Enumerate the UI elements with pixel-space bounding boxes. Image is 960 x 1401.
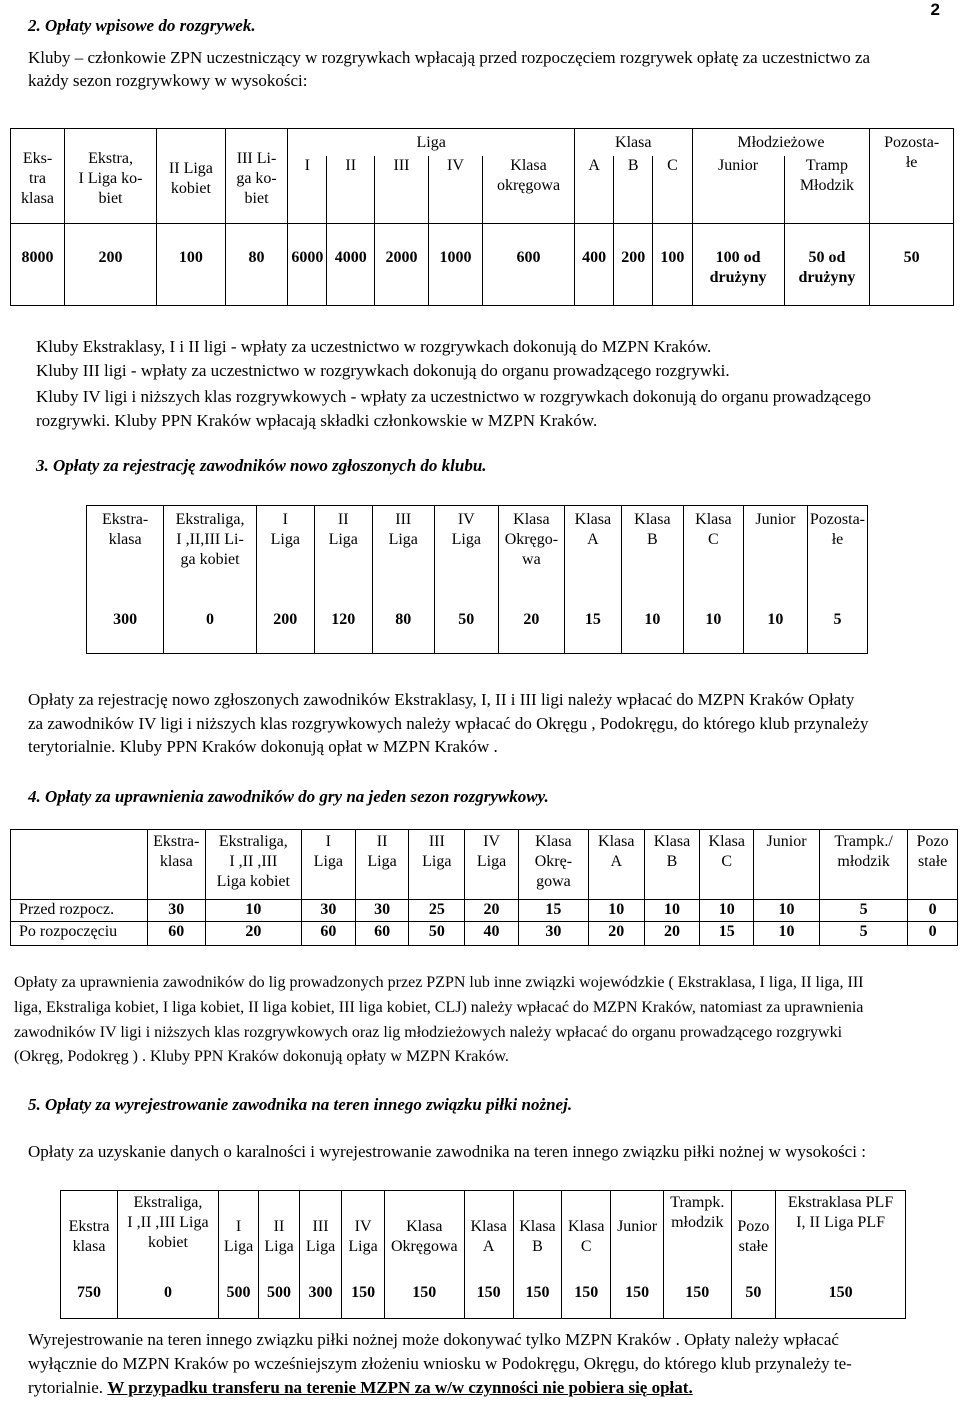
header-cell: Klasa Okręgowa (384, 1191, 464, 1265)
value-cell: 20 (205, 922, 301, 946)
header-cell: III (375, 156, 429, 224)
value-cell: 15 (518, 900, 588, 922)
row-label-after: Po rozpoczęciu (11, 922, 148, 946)
value-cell: 8000 (11, 224, 65, 306)
header-cell: Klasa B (644, 830, 700, 900)
value-cell: 100 od drużyny (692, 224, 784, 306)
header-cell: Ekstraliga, I ,II ,III Liga kobiet (118, 1191, 219, 1265)
section-2-intro-line2: każdy sezon rozgrywkowy w wysokości: (28, 71, 308, 90)
table-row (11, 922, 958, 946)
header-cell: II Liga (314, 506, 372, 578)
entry-fees-table (10, 128, 954, 306)
header-cell: Tramp Młodzik (784, 156, 870, 224)
value-cell: 30 (147, 900, 205, 922)
header-row (11, 830, 958, 900)
value-cell: 30 (301, 900, 355, 922)
header-cell: II (327, 156, 375, 224)
section-5-intro: Opłaty za uzyskanie danych o karalności i wyrejestrowanie zawodnika na teren innego związku piłki nożnej w wysokości : (28, 1142, 866, 1161)
value-cell: 4000 (327, 224, 375, 306)
header-cell: I Liga (256, 506, 314, 578)
header-row (61, 1191, 906, 1265)
section-2-note-2: Kluby III ligi - wpłaty za uczestnictwo w rozgrywkach dokonują do organu prowadzącego rozgrywki. (36, 361, 730, 380)
values-row (11, 224, 954, 306)
value-cell: 200 (614, 224, 653, 306)
value-cell: 80 (225, 224, 287, 306)
value-cell: 20 (465, 900, 519, 922)
header-cell: Trampk./ młodzik (820, 830, 908, 900)
section-4-note-2: liga, Ekstraliga kobiet, I liga kobiet, II liga kobiet, III liga kobiet, CLJ) należy wpłacać do MZPN Kraków, natomiast za uprawnienia (14, 999, 864, 1016)
header-cell: Klasa Okrę- gowa (518, 830, 588, 900)
value-cell: 50 (870, 224, 954, 306)
value-cell: 25 (409, 900, 465, 922)
value-cell: 50 (434, 578, 498, 654)
section-5-note-2: wyłącznie do MZPN Kraków po wcześniejszym złożeniu wniosku w Podokręgu, Okręgu, do którego klub przynależy te- (28, 1354, 852, 1373)
section-5-note-3-bold: W przypadku transferu na terenie MZPN za w/w czynności nie pobiera się opłat. (107, 1378, 693, 1397)
value-cell: 150 (384, 1265, 464, 1319)
value-cell: 1000 (429, 224, 483, 306)
header-cell: Ekstra, I Liga ko- biet (64, 129, 156, 224)
header-cell: Klasa B (513, 1191, 562, 1265)
value-cell: 100 (157, 224, 226, 306)
section-5-note-3-plain: rytorialnie. (28, 1378, 108, 1397)
value-cell: 50 (731, 1265, 776, 1319)
header-cell: Klasa C (683, 506, 743, 578)
value-cell: 10 (621, 578, 683, 654)
value-cell: 500 (259, 1265, 299, 1319)
value-cell: 100 (653, 224, 692, 306)
header-cell: Klasa A (588, 830, 644, 900)
section-3-heading: 3. Opłaty za rejestrację zawodników nowo zgłoszonych do klubu. (36, 456, 487, 475)
header-cell: Ekstraklasa PLF I, II Liga PLF (776, 1191, 906, 1265)
page-number: 2 (930, 0, 940, 19)
value-cell: 10 (743, 578, 807, 654)
header-cell: Klasa B (621, 506, 683, 578)
header-cell: II Liga (355, 830, 409, 900)
value-cell: 50 od drużyny (784, 224, 870, 306)
value-cell: 120 (314, 578, 372, 654)
value-cell: 15 (700, 922, 754, 946)
header-cell: III Liga (372, 506, 434, 578)
value-cell: 10 (700, 900, 754, 922)
header-cell: III Li- ga ko- biet (225, 129, 287, 224)
eligibility-fees-table (10, 829, 958, 946)
header-cell: Eks- tra klasa (11, 129, 65, 224)
value-cell: 0 (118, 1265, 219, 1319)
section-2-note-3: Kluby IV ligi i niższych klas rozgrywkowych - wpłaty za uczestnictwo w rozgrywkach dokonują do organu prowadzącego (36, 387, 871, 406)
header-cell: Pozo stałe (731, 1191, 776, 1265)
values-row (87, 578, 868, 654)
value-cell: 10 (588, 900, 644, 922)
header-cell: IV Liga (434, 506, 498, 578)
header-cell: Klasa A (564, 506, 621, 578)
value-cell: 10 (754, 900, 820, 922)
value-cell: 150 (776, 1265, 906, 1319)
header-cell: I (288, 156, 327, 224)
value-cell: 10 (683, 578, 743, 654)
header-cell: Ekstra- klasa (147, 830, 205, 900)
value-cell: 20 (498, 578, 564, 654)
section-4-note-1: Opłaty za uprawnienia zawodników do lig prowadzonych przez PZPN lub inne związki wojewódzkie ( Ekstraklasa, I liga, II liga, III (14, 974, 864, 991)
value-cell: 150 (342, 1265, 385, 1319)
value-cell: 200 (256, 578, 314, 654)
value-cell: 150 (513, 1265, 562, 1319)
header-cell: C (653, 156, 692, 224)
section-2-note-4: rozgrywki. Kluby PPN Kraków wpłacają składki członkowskie w MZPN Kraków. (36, 411, 598, 430)
value-cell: 40 (465, 922, 519, 946)
value-cell: 200 (64, 224, 156, 306)
value-cell: 300 (299, 1265, 342, 1319)
group-liga: Liga (288, 129, 575, 156)
value-cell: 30 (355, 900, 409, 922)
value-cell: 30 (518, 922, 588, 946)
header-cell: Junior (754, 830, 820, 900)
group-mlodziezowe: Młodzieżowe (692, 129, 870, 156)
section-2-intro-line1: Kluby – członkowie ZPN uczestniczący w rozgrywkach wpłacają przed rozpoczęciem rozgrywek opłatę za uczestnictwo za (28, 48, 871, 67)
header-cell (11, 830, 148, 900)
section-3-note-3: terytorialnie. Kluby PPN Kraków dokonują opłat w MZPN Kraków . (28, 737, 498, 756)
value-cell: 150 (611, 1265, 664, 1319)
value-cell: 5 (820, 900, 908, 922)
value-cell: 150 (562, 1265, 611, 1319)
header-cell: Klasa C (562, 1191, 611, 1265)
value-cell: 0 (164, 578, 257, 654)
value-cell: 60 (147, 922, 205, 946)
header-cell: Junior (692, 156, 784, 224)
value-cell: 15 (564, 578, 621, 654)
section-4-note-4: (Okręg, Podokręg ) . Kluby PPN Kraków dokonują opłaty w MZPN Kraków. (14, 1048, 509, 1065)
header-cell: IV Liga (465, 830, 519, 900)
value-cell: 2000 (375, 224, 429, 306)
section-5-heading: 5. Opłaty za wyrejestrowanie zawodnika na teren innego związku piłki nożnej. (28, 1095, 573, 1114)
value-cell: 10 (754, 922, 820, 946)
registration-fees-table (86, 505, 868, 654)
value-cell: 500 (218, 1265, 258, 1319)
table-row (11, 900, 958, 922)
header-cell: Pozosta- łe (870, 129, 954, 224)
value-cell: 50 (409, 922, 465, 946)
header-cell: Junior (611, 1191, 664, 1265)
value-cell: 750 (61, 1265, 118, 1319)
section-4-note-3: zawodników IV ligi i niższych klas rozgrywkowych oraz lig młodzieżowych należy wpłacać do organu prowadzącego rozgrywki (14, 1024, 843, 1041)
value-cell: 150 (464, 1265, 513, 1319)
header-cell: Ekstraliga, I ,II,III Li- ga kobiet (164, 506, 257, 578)
value-cell: 300 (87, 578, 164, 654)
header-cell: III Liga (409, 830, 465, 900)
value-cell: 20 (644, 922, 700, 946)
header-cell: Ekstra klasa (61, 1191, 118, 1265)
values-row (61, 1265, 906, 1319)
header-cell: II Liga (259, 1191, 299, 1265)
value-cell: 5 (807, 578, 867, 654)
value-cell: 10 (205, 900, 301, 922)
value-cell: 400 (575, 224, 614, 306)
value-cell: 5 (820, 922, 908, 946)
header-cell: IV Liga (342, 1191, 385, 1265)
value-cell: 0 (908, 900, 958, 922)
deregistration-fees-table (60, 1190, 906, 1319)
header-cell: IV (429, 156, 483, 224)
header-cell: B (614, 156, 653, 224)
section-5-note-3 (28, 1376, 693, 1399)
header-cell: III Liga (299, 1191, 342, 1265)
section-4-heading: 4. Opłaty za uprawnienia zawodników do gry na jeden sezon rozgrywkowy. (28, 787, 549, 806)
value-cell: 150 (664, 1265, 731, 1319)
section-5-note-1: Wyrejestrowanie na teren innego związku piłki nożnej może dokonywać tylko MZPN Kraków . Opłaty należy wpłacać (28, 1330, 839, 1349)
section-3-note-2: za zawodników IV ligi i niższych klas rozgrywkowych należy wpłacać do Okręgu , Podokręgu, do którego klub przynależy (28, 714, 869, 733)
value-cell: 20 (588, 922, 644, 946)
header-cell: Ekstra- klasa (87, 506, 164, 578)
value-cell: 10 (644, 900, 700, 922)
value-cell: 60 (355, 922, 409, 946)
value-cell: 0 (908, 922, 958, 946)
value-cell: 600 (482, 224, 574, 306)
header-cell: Pozo stałe (908, 830, 958, 900)
header-cell: Klasa C (700, 830, 754, 900)
header-cell: II Liga kobiet (157, 129, 226, 224)
header-cell: A (575, 156, 614, 224)
header-cell: Klasa A (464, 1191, 513, 1265)
section-3-note-1: Opłaty za rejestrację nowo zgłoszonych zawodników Ekstraklasy, I, II i III ligi należy wpłacać do MZPN Kraków Opłaty (28, 690, 855, 709)
section-2-note-1: Kluby Ekstraklasy, I i II ligi - wpłaty za uczestnictwo w rozgrywkach dokonują do MZPN Kraków. (36, 337, 712, 356)
section-2-heading: 2. Opłaty wpisowe do rozgrywek. (28, 16, 256, 35)
header-cell: I Liga (301, 830, 355, 900)
header-cell: Klasa okręgowa (482, 156, 574, 224)
header-cell: Klasa Okręgo- wa (498, 506, 564, 578)
header-cell: Junior (743, 506, 807, 578)
row-label-before: Przed rozpocz. (11, 900, 148, 922)
value-cell: 80 (372, 578, 434, 654)
header-cell: I Liga (218, 1191, 258, 1265)
group-klasa: Klasa (575, 129, 692, 156)
header-cell: Ekstraliga, I ,II ,III Liga kobiet (205, 830, 301, 900)
value-cell: 60 (301, 922, 355, 946)
value-cell: 6000 (288, 224, 327, 306)
header-cell: Pozosta- łe (807, 506, 867, 578)
header-cell: Trampk. młodzik (664, 1191, 731, 1265)
